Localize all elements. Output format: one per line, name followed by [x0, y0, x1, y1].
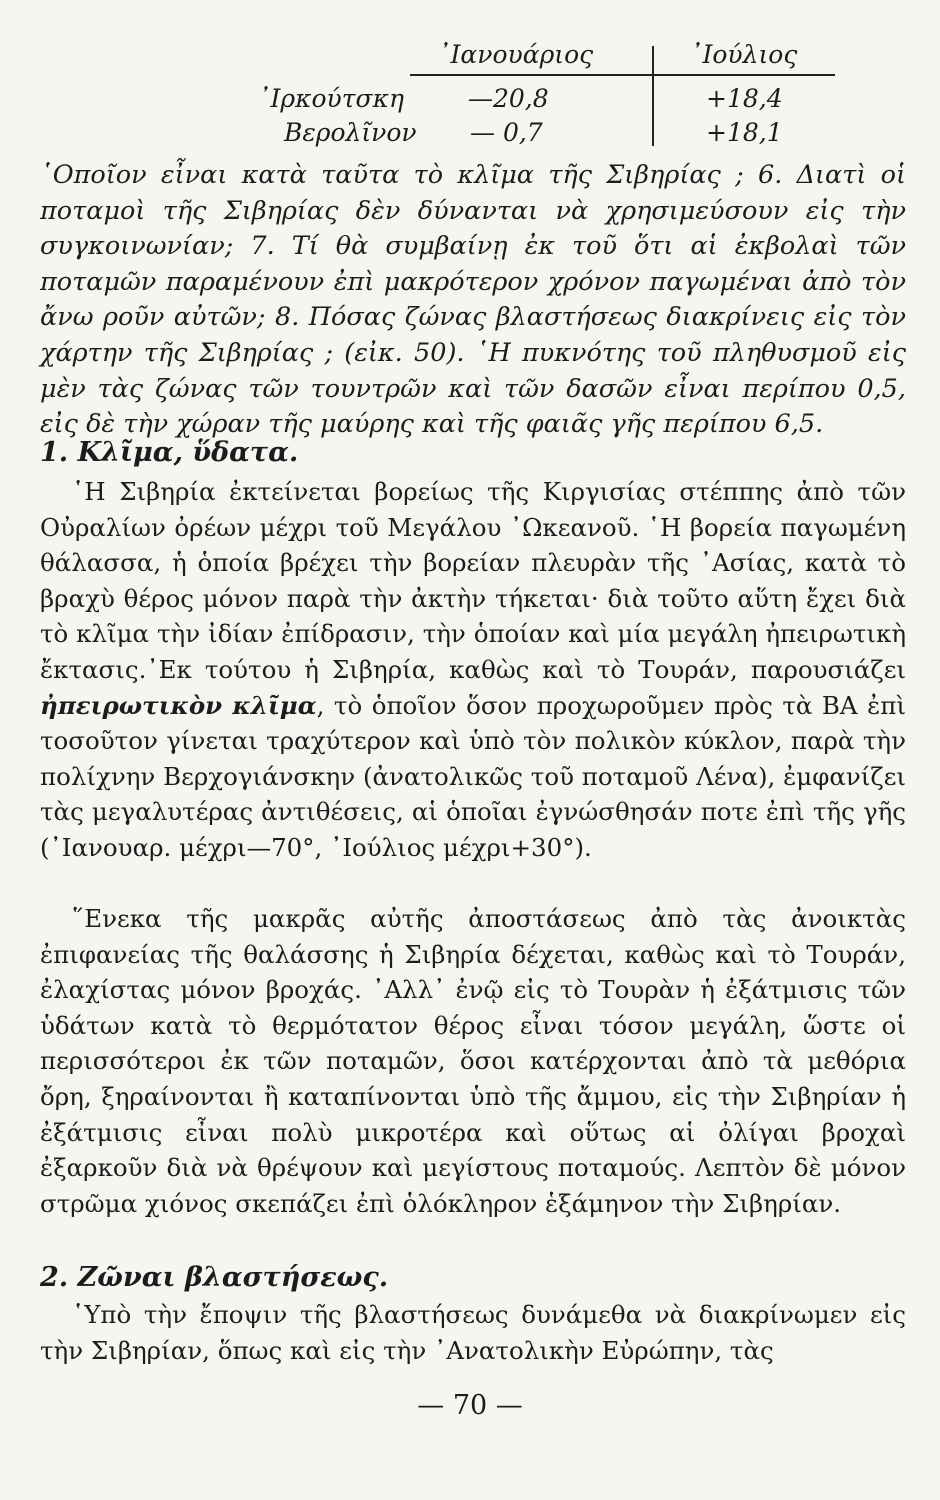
temperature-table: [0, 0, 940, 160]
paragraph-rainfall-text: ῞Ενεκα τῆς μακρᾶς αὐτῆς ἀποστάσεως ἀπὸ τὰς ἀνοικτὰς ἐπιφανείας τῆς θαλάσσης ἡ Σιβηρία δέχεται, καθὼς καὶ τὸ Τουράν, ἐλαχίστας μόνον βροχάς. ᾿Αλλ᾿ ἐνῷ εἰς τὸ Τουρὰν ἡ ἐξάτμισις τῶν ὑδάτων κατὰ τὸ θερμότατον θέρος εἶναι τόσον μεγάλη, ὥστε οἱ περισσότεροι ἐκ τῶν ποταμῶν, ὅσοι κατέρχονται ἀπὸ τὰ μεθόρια ὄρη, ξηραίνονται ἢ καταπίνονται ὑπὸ τῆς ἄμμου, εἰς τὴν Σιβηρίαν ἡ ἐξάτμισις εἶναι πολὺ μικροτέρα καὶ οὕτως αἱ ὀλίγαι βροχαὶ ἐξαρκοῦν διὰ νὰ θρέψουν καὶ μεγίστους ποταμούς. Λεπτὸν δὲ μόνον στρῶμα χιόνος σκεπάζει ἐπὶ ὁλόκληρον ἑξάμηνον τὴν Σιβηρίαν.: [40, 904, 906, 1218]
row-label-irkutsk: ᾿Ιρκούτσκη: [258, 84, 404, 113]
paragraph-vegetation: [40, 1297, 906, 1368]
section-heading-climate: 1. Κλῖμα, ὕδατα.: [40, 437, 299, 468]
paragraph-climate-text-2: , τὸ ὁποῖον ὅσον προχωροῦμεν πρὸς τὰ ΒΑ ἐπὶ τοσοῦτον γίνεται τραχύτερον καὶ ὑπὸ τὸν πολικὸν κύκλον, παρὰ τὴν πολίχνην Βερχογιάνσκην (ἀνατολικῶς τοῦ ποταμοῦ Λένα), ἐμφανίζει τὰς μεγαλυτέρας ἀντιθέσεις, αἱ ὁποῖαι ἐγνώσθησάν ποτε ἐπὶ τῆς γῆς (᾿Ιανουαρ. μέχρι—70°, ᾿Ιούλιος μέχρι+30°).: [40, 690, 906, 862]
col-header-july: ᾿Ιούλιος: [690, 40, 798, 69]
col-header-january: ᾿Ιανουάριος: [438, 40, 594, 69]
cell-irkutsk-january: —20,8: [468, 84, 549, 113]
cell-berlin-january: — 0,7: [470, 118, 543, 147]
table-rule: [410, 74, 835, 76]
paragraph-climate: [40, 474, 906, 866]
section-heading-vegetation: 2. Ζῶναι βλαστήσεως.: [40, 1262, 389, 1293]
page-number: — 70 —: [417, 1390, 523, 1421]
emphasis-continental-climate: ἠπειρωτικὸν κλῖμα: [40, 690, 317, 720]
table-column-divider: [652, 46, 654, 146]
cell-berlin-july: +18,1: [706, 118, 783, 147]
exercise-questions: ῾Οποῖον εἶναι κατὰ ταῦτα τὸ κλῖμα τῆς Σιβηρίας ; 6. Διατὶ οἱ ποταμοὶ τῆς Σιβηρίας δὲν δύνανται νὰ χρησιμεύσουν εἰς τὴν συγκοινωνίαν; 7. Τί θὰ συμβαίνῃ ἐκ τοῦ ὅτι αἱ ἐκβολαὶ τῶν ποταμῶν παραμένουν ἐπὶ μακρότερον χρόνον παγωμέναι ἀπὸ τὸν ἄνω ροῦν αὐτῶν; 8. Πόσας ζώνας βλαστήσεως διακρίνεις εἰς τὸν χάρτην τῆς Σιβηρίας ; (εἰκ. 50). ῾Η πυκνότης τοῦ πληθυσμοῦ εἰς μὲν τὰς ζώνας τῶν τουντρῶν καὶ τῶν δασῶν εἶναι περίπου 0,5, εἰς δὲ τὴν χώραν τῆς μαύρης καὶ τῆς φαιᾶς γῆς περίπου 6,5.: [40, 160, 906, 440]
paragraph-climate-text-1: ῾Η Σιβηρία ἐκτείνεται βορείως τῆς Κιργισίας στέππης ἀπὸ τῶν Οὐραλίων ὀρέων μέχρι τοῦ Μεγάλου ᾿Ωκεανοῦ. ῾Η βορεία παγωμένη θάλασσα, ἡ ὁποία βρέχει τὴν βορείαν πλευρὰν τῆς ᾿Ασίας, κατὰ τὸ βραχὺ θέρος μόνον παρὰ τὴν ἀκτὴν τήκεται· διὰ τοῦτο αὕτη ἔχει διὰ τὸ κλῖμα τὴν ἰδίαν ἐπίδρασιν, τὴν ὁποίαν καὶ μία μεγάλη ἠπειρωτικὴ ἔκτασις.᾿Εκ τούτου ἡ Σιβηρία, καθὼς καὶ τὸ Τουράν, παρουσιάζει: [40, 477, 906, 684]
paragraph-vegetation-text: ῾Υπὸ τὴν ἔποψιν τῆς βλαστήσεως δυνάμεθα νὰ διακρίνωμεν εἰς τὴν Σιβηρίαν, ὅπως καὶ εἰς τὴν ᾿Ανατολικὴν Εὐρώπην, τὰς: [40, 1300, 906, 1365]
cell-irkutsk-july: +18,4: [706, 84, 783, 113]
paragraph-rainfall: [40, 901, 906, 1221]
row-label-berlin: Βερολῖνον: [284, 118, 417, 147]
